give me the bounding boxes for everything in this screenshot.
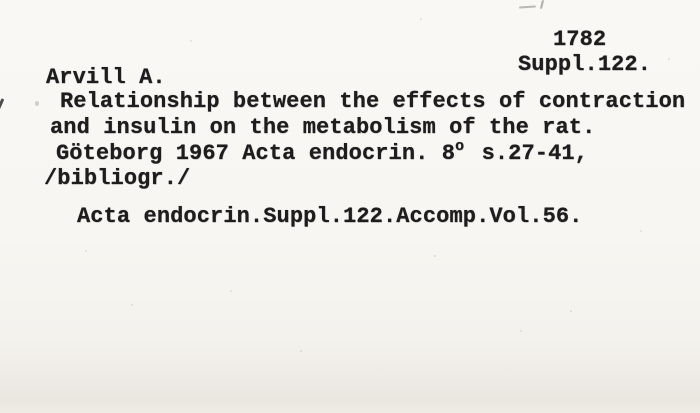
octavo-superscript: o [455, 138, 465, 155]
left-edge-mark [0, 98, 4, 115]
holdings-note: Acta endocrin.Suppl.122.Accomp.Vol.56. [77, 204, 583, 229]
title-line-2: and insulin on the metabolism of the rat. [50, 115, 596, 140]
paper-blemish [35, 101, 39, 106]
scan-smudge-tick [540, 0, 544, 9]
imprint-line [56, 138, 588, 166]
scan-smudge-dash [519, 5, 536, 8]
supplement-number: Suppl.122. [518, 52, 652, 77]
bibliography-note: /bibliogr./ [44, 166, 191, 191]
title-line-1: Relationship between the effects of contraction [60, 89, 686, 114]
catalog-number: 1782 [553, 27, 607, 52]
imprint-pages: s.27-41, [468, 141, 588, 166]
paper-speckles [0, 0, 2, 2]
author-name: Arvill A. [46, 65, 166, 90]
imprint-text: Göteborg 1967 Acta endocrin. 8 [56, 141, 456, 166]
